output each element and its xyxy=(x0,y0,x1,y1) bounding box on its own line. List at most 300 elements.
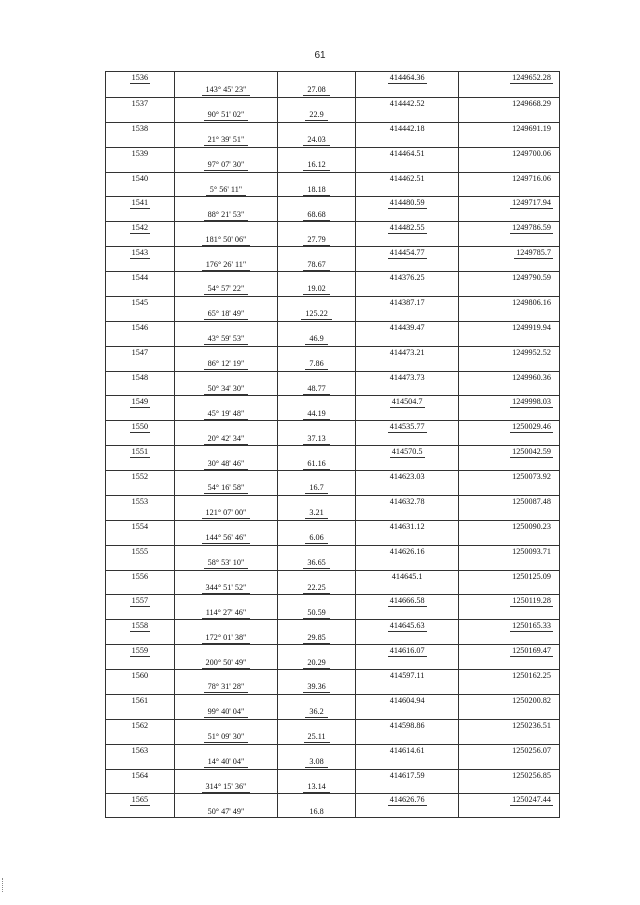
point-id-cell xyxy=(106,632,174,644)
y-coordinate-cell xyxy=(458,333,559,345)
point-id-cell xyxy=(106,582,174,594)
point-id-cell xyxy=(106,372,174,383)
point-id-cell xyxy=(106,222,174,233)
y-coordinate-value: 1250119.28 xyxy=(512,596,551,606)
distance-cell xyxy=(277,396,355,407)
point-row xyxy=(106,321,559,333)
distance-cell xyxy=(277,794,355,805)
distance-cell xyxy=(277,546,355,557)
bearing-cell xyxy=(174,446,278,457)
distance-value: 25.11 xyxy=(304,732,330,743)
point-id-cell xyxy=(106,532,174,544)
point-id-cell xyxy=(106,607,174,619)
point-id-cell xyxy=(106,134,174,146)
bearing-cell xyxy=(174,322,278,333)
x-coordinate-value: 414645.1 xyxy=(391,571,423,581)
distance-cell xyxy=(277,123,355,134)
y-coordinate-value: 1250029.46 xyxy=(512,422,551,432)
distance-cell xyxy=(277,173,355,184)
bearing-cell xyxy=(174,109,278,121)
x-coordinate-value: 414631.12 xyxy=(389,521,425,531)
y-coordinate-value: 1249806.16 xyxy=(512,297,551,307)
distance-cell xyxy=(277,347,355,358)
point-id-value: 1555 xyxy=(131,546,149,556)
x-coordinate-value: 414645.63 xyxy=(389,621,425,631)
point-row xyxy=(106,520,559,532)
point-id-cell xyxy=(106,731,174,743)
bearing-cell xyxy=(174,134,278,146)
distance-value: 3.08 xyxy=(305,757,327,768)
point-id-cell xyxy=(106,247,174,258)
y-coordinate-value: 1249786.59 xyxy=(512,223,551,233)
bearing-cell xyxy=(174,695,278,706)
y-coordinate-value: 1250162.25 xyxy=(512,671,551,680)
segment-row xyxy=(106,433,559,445)
bearing-cell xyxy=(174,571,278,582)
y-coordinate-value: 1249717.94 xyxy=(512,198,551,208)
y-coordinate-cell xyxy=(458,308,559,320)
bearing-cell xyxy=(174,184,278,196)
point-id-cell xyxy=(106,234,174,246)
distance-cell xyxy=(277,446,355,457)
x-coordinate-value: 414616.07 xyxy=(389,646,425,656)
x-coordinate-cell xyxy=(355,234,459,246)
x-coordinate-cell xyxy=(355,620,459,631)
bearing-cell xyxy=(174,731,278,743)
distance-cell xyxy=(277,720,355,731)
distance-cell xyxy=(277,532,355,544)
bearing-value: 45° 19' 48" xyxy=(204,409,249,420)
point-id-cell xyxy=(106,347,174,358)
point-id-value: 1537 xyxy=(131,98,149,108)
x-coordinate-cell xyxy=(355,471,459,482)
distance-cell xyxy=(277,571,355,582)
y-coordinate-cell xyxy=(458,657,559,669)
point-id-value: 1558 xyxy=(131,621,149,631)
distance-value: 19.02 xyxy=(303,284,329,295)
x-coordinate-cell xyxy=(355,521,459,532)
distance-cell xyxy=(277,148,355,159)
x-coordinate-cell xyxy=(355,347,459,358)
y-coordinate-value: 1249919.94 xyxy=(512,322,551,332)
y-coordinate-cell xyxy=(458,421,559,432)
bearing-cell xyxy=(174,546,278,557)
x-coordinate-cell xyxy=(355,770,459,781)
distance-cell xyxy=(277,358,355,370)
y-coordinate-value: 1250087.48 xyxy=(512,496,551,506)
y-coordinate-value: 1250090.23 xyxy=(512,521,551,531)
bearing-cell xyxy=(174,308,278,320)
bearing-value: 43° 59' 53" xyxy=(204,334,249,345)
point-id-cell xyxy=(106,259,174,271)
y-coordinate-cell xyxy=(458,134,559,146)
segment-row xyxy=(106,184,559,196)
point-id-cell xyxy=(106,283,174,295)
x-coordinate-cell xyxy=(355,148,459,159)
point-row xyxy=(106,694,559,706)
bearing-value: 30° 48' 46" xyxy=(204,459,249,470)
distance-cell xyxy=(277,806,355,818)
point-row xyxy=(106,644,559,656)
y-coordinate-cell xyxy=(458,372,559,383)
y-coordinate-value: 1249785.7 xyxy=(516,248,551,258)
point-id-cell xyxy=(106,433,174,445)
x-coordinate-cell xyxy=(355,396,459,407)
distance-cell xyxy=(277,333,355,345)
distance-value: 18.18 xyxy=(303,185,329,196)
distance-cell xyxy=(277,507,355,519)
point-id-cell xyxy=(106,657,174,669)
x-coordinate-value: 414454.77 xyxy=(389,248,425,258)
point-row xyxy=(106,495,559,507)
point-row xyxy=(106,420,559,432)
point-row xyxy=(106,594,559,606)
segment-row xyxy=(106,582,559,594)
point-id-value: 1564 xyxy=(131,770,149,780)
segment-row xyxy=(106,482,559,494)
point-row xyxy=(106,172,559,184)
x-coordinate-cell xyxy=(355,482,459,494)
distance-value: 36.65 xyxy=(303,558,329,569)
point-id-cell xyxy=(106,197,174,208)
point-id-cell xyxy=(106,209,174,221)
x-coordinate-value: 414473.73 xyxy=(389,372,425,382)
point-id-cell xyxy=(106,645,174,656)
bearing-value: 314° 15' 36" xyxy=(202,782,251,793)
bearing-value: 50° 34' 30" xyxy=(204,384,249,395)
x-coordinate-cell xyxy=(355,98,459,109)
x-coordinate-cell xyxy=(355,72,459,84)
point-id-cell xyxy=(106,84,174,96)
distance-cell xyxy=(277,222,355,233)
distance-cell xyxy=(277,109,355,121)
x-coordinate-value: 414614.61 xyxy=(389,745,425,755)
distance-cell xyxy=(277,781,355,793)
x-coordinate-cell xyxy=(355,745,459,756)
distance-value: 44.19 xyxy=(303,409,329,420)
segment-row xyxy=(106,657,559,669)
point-row xyxy=(106,793,559,805)
distance-cell xyxy=(277,657,355,669)
distance-value: 125.22 xyxy=(301,309,332,320)
x-coordinate-cell xyxy=(355,458,459,470)
point-row xyxy=(106,619,559,631)
distance-cell xyxy=(277,297,355,308)
x-coordinate-cell xyxy=(355,433,459,445)
y-coordinate-cell xyxy=(458,272,559,283)
bearing-value: 14° 40' 04" xyxy=(204,757,249,768)
y-coordinate-cell xyxy=(458,681,559,693)
distance-value: 22.9 xyxy=(305,110,327,121)
segment-row xyxy=(106,731,559,743)
point-row xyxy=(106,147,559,159)
y-coordinate-cell xyxy=(458,197,559,208)
distance-cell xyxy=(277,645,355,656)
point-row xyxy=(106,97,559,109)
y-coordinate-cell xyxy=(458,396,559,407)
y-coordinate-value: 1250200.82 xyxy=(512,695,551,705)
y-coordinate-cell xyxy=(458,347,559,358)
bearing-cell xyxy=(174,471,278,482)
point-row xyxy=(106,72,559,84)
x-coordinate-cell xyxy=(355,607,459,619)
bearing-cell xyxy=(174,645,278,656)
x-coordinate-cell xyxy=(355,109,459,121)
x-coordinate-cell xyxy=(355,308,459,320)
point-id-cell xyxy=(106,557,174,569)
x-coordinate-cell xyxy=(355,272,459,283)
x-coordinate-value: 414439.47 xyxy=(389,322,425,332)
bearing-cell xyxy=(174,222,278,233)
y-coordinate-cell xyxy=(458,745,559,756)
distance-value: 16.8 xyxy=(305,807,327,818)
bearing-cell xyxy=(174,496,278,507)
distance-cell xyxy=(277,259,355,271)
bearing-cell xyxy=(174,720,278,731)
bearing-cell xyxy=(174,234,278,246)
point-id-value: 1557 xyxy=(131,596,149,606)
segment-row xyxy=(106,358,559,370)
bearing-value: 172° 01' 38" xyxy=(202,633,251,644)
y-coordinate-cell xyxy=(458,383,559,395)
distance-value: 22.25 xyxy=(303,583,329,594)
point-id-cell xyxy=(106,507,174,519)
point-id-cell xyxy=(106,706,174,718)
y-coordinate-cell xyxy=(458,731,559,743)
y-coordinate-cell xyxy=(458,607,559,619)
bearing-value: 58° 53' 10" xyxy=(204,558,249,569)
point-id-value: 1565 xyxy=(131,795,149,805)
distance-cell xyxy=(277,84,355,96)
x-coordinate-value: 414604.94 xyxy=(389,695,425,705)
x-coordinate-cell xyxy=(355,333,459,345)
y-coordinate-cell xyxy=(458,507,559,519)
x-coordinate-cell xyxy=(355,408,459,420)
x-coordinate-cell xyxy=(355,681,459,693)
segment-row xyxy=(106,408,559,420)
bearing-value: 54° 57' 22" xyxy=(204,284,249,295)
y-coordinate-value: 1250073.92 xyxy=(512,472,551,481)
distance-value: 3.21 xyxy=(305,508,327,519)
point-id-value: 1540 xyxy=(131,173,149,183)
x-coordinate-cell xyxy=(355,123,459,134)
x-coordinate-cell xyxy=(355,532,459,544)
point-id-cell xyxy=(106,770,174,781)
y-coordinate-cell xyxy=(458,482,559,494)
bearing-cell xyxy=(174,123,278,134)
y-coordinate-cell xyxy=(458,632,559,644)
x-coordinate-value: 414632.78 xyxy=(389,496,425,506)
bearing-value: 176° 26' 11" xyxy=(202,260,251,271)
distance-cell xyxy=(277,482,355,494)
bearing-cell xyxy=(174,159,278,171)
x-coordinate-value: 414666.58 xyxy=(389,596,425,606)
bearing-value: 90° 51' 02" xyxy=(204,110,249,121)
point-row xyxy=(106,545,559,557)
bearing-cell xyxy=(174,408,278,420)
y-coordinate-cell xyxy=(458,770,559,781)
point-id-value: 1550 xyxy=(131,422,149,432)
y-coordinate-cell xyxy=(458,322,559,333)
bearing-cell xyxy=(174,297,278,308)
distance-cell xyxy=(277,595,355,606)
distance-cell xyxy=(277,582,355,594)
point-id-value: 1549 xyxy=(131,397,149,407)
distance-cell xyxy=(277,209,355,221)
y-coordinate-cell xyxy=(458,471,559,482)
bearing-cell xyxy=(174,197,278,208)
point-id-value: 1536 xyxy=(131,73,149,82)
bearing-cell xyxy=(174,347,278,358)
x-coordinate-value: 414376.25 xyxy=(389,273,425,282)
point-id-value: 1539 xyxy=(131,148,149,158)
point-id-value: 1542 xyxy=(131,223,149,233)
y-coordinate-cell xyxy=(458,209,559,221)
bearing-cell xyxy=(174,620,278,631)
distance-value: 16.7 xyxy=(305,483,327,494)
y-coordinate-cell xyxy=(458,806,559,818)
distance-cell xyxy=(277,770,355,781)
segment-row xyxy=(106,209,559,221)
segment-row xyxy=(106,458,559,470)
bearing-value: 344° 51' 52" xyxy=(202,583,251,594)
point-id-cell xyxy=(106,806,174,818)
point-row xyxy=(106,395,559,407)
point-id-cell xyxy=(106,159,174,171)
y-coordinate-cell xyxy=(458,123,559,134)
point-id-cell xyxy=(106,72,174,84)
segment-row xyxy=(106,532,559,544)
x-coordinate-value: 414617.59 xyxy=(389,770,425,780)
distance-cell xyxy=(277,521,355,532)
y-coordinate-value: 1250169.47 xyxy=(512,646,551,656)
bearing-cell xyxy=(174,607,278,619)
y-coordinate-cell xyxy=(458,781,559,793)
point-id-cell xyxy=(106,446,174,457)
bearing-value: 97° 07' 30" xyxy=(204,160,249,171)
y-coordinate-value: 1250247.44 xyxy=(512,795,551,805)
x-coordinate-cell xyxy=(355,756,459,768)
bearing-cell xyxy=(174,84,278,96)
distance-cell xyxy=(277,458,355,470)
distance-cell xyxy=(277,197,355,208)
segment-row xyxy=(106,234,559,246)
y-coordinate-value: 1249716.06 xyxy=(512,173,551,183)
x-coordinate-value: 414462.51 xyxy=(389,173,425,183)
y-coordinate-value: 1250256.85 xyxy=(512,770,551,780)
distance-value: 46.9 xyxy=(305,334,327,345)
bearing-value: 78° 31' 28" xyxy=(204,682,249,693)
point-id-value: 1553 xyxy=(131,496,149,506)
distance-cell xyxy=(277,620,355,631)
bearing-value: 88° 21' 53" xyxy=(204,210,249,221)
bearing-cell xyxy=(174,372,278,383)
x-coordinate-value: 414623.03 xyxy=(389,472,425,481)
distance-value: 7.86 xyxy=(305,359,327,370)
distance-cell xyxy=(277,159,355,171)
distance-cell xyxy=(277,681,355,693)
segment-row xyxy=(106,681,559,693)
point-id-cell xyxy=(106,333,174,345)
segment-row xyxy=(106,607,559,619)
point-id-cell xyxy=(106,322,174,333)
distance-value: 78.67 xyxy=(303,260,329,271)
bearing-cell xyxy=(174,247,278,258)
y-coordinate-value: 1250042.59 xyxy=(512,447,551,457)
x-coordinate-value: 414626.16 xyxy=(389,546,425,556)
distance-value: 20.29 xyxy=(303,658,329,669)
point-id-value: 1545 xyxy=(131,297,149,307)
distance-cell xyxy=(277,421,355,432)
point-id-cell xyxy=(106,670,174,681)
bearing-value: 54° 16' 58" xyxy=(204,483,249,494)
point-id-value: 1560 xyxy=(131,671,149,680)
point-id-value: 1538 xyxy=(131,123,149,133)
bearing-cell xyxy=(174,358,278,370)
point-id-cell xyxy=(106,308,174,320)
x-coordinate-cell xyxy=(355,421,459,432)
y-coordinate-cell xyxy=(458,458,559,470)
point-id-value: 1552 xyxy=(131,472,149,481)
bearing-cell xyxy=(174,595,278,606)
distance-cell xyxy=(277,408,355,420)
point-id-cell xyxy=(106,571,174,582)
x-coordinate-cell xyxy=(355,209,459,221)
point-id-cell xyxy=(106,184,174,196)
y-coordinate-cell xyxy=(458,159,559,171)
x-coordinate-cell xyxy=(355,720,459,731)
coordinates-table xyxy=(105,71,560,818)
point-id-cell xyxy=(106,595,174,606)
x-coordinate-cell xyxy=(355,546,459,557)
point-id-cell xyxy=(106,148,174,159)
distance-cell xyxy=(277,322,355,333)
point-row xyxy=(106,470,559,482)
bearing-value: 50° 47' 49" xyxy=(204,807,249,818)
point-id-cell xyxy=(106,756,174,768)
y-coordinate-cell xyxy=(458,521,559,532)
bearing-value: 65° 18' 49" xyxy=(204,309,249,320)
point-id-cell xyxy=(106,98,174,109)
point-id-value: 1551 xyxy=(131,447,149,457)
bearing-cell xyxy=(174,632,278,644)
point-id-cell xyxy=(106,471,174,482)
y-coordinate-value: 1250125.09 xyxy=(512,571,551,581)
point-row xyxy=(106,271,559,283)
bearing-cell xyxy=(174,482,278,494)
y-coordinate-cell xyxy=(458,72,559,84)
y-coordinate-cell xyxy=(458,571,559,582)
bearing-cell xyxy=(174,333,278,345)
y-coordinate-value: 1249700.06 xyxy=(512,148,551,158)
y-coordinate-value: 1250165.33 xyxy=(512,621,551,631)
x-coordinate-value: 414442.52 xyxy=(389,98,425,108)
point-id-value: 1563 xyxy=(131,745,149,755)
distance-cell xyxy=(277,247,355,258)
x-coordinate-cell xyxy=(355,259,459,271)
distance-cell xyxy=(277,184,355,196)
point-id-cell xyxy=(106,781,174,793)
distance-cell xyxy=(277,731,355,743)
x-coordinate-cell xyxy=(355,496,459,507)
bearing-cell xyxy=(174,421,278,432)
y-coordinate-cell xyxy=(458,283,559,295)
y-coordinate-cell xyxy=(458,184,559,196)
y-coordinate-cell xyxy=(458,670,559,681)
y-coordinate-cell xyxy=(458,234,559,246)
distance-value: 29.85 xyxy=(303,633,329,644)
point-id-cell xyxy=(106,383,174,395)
